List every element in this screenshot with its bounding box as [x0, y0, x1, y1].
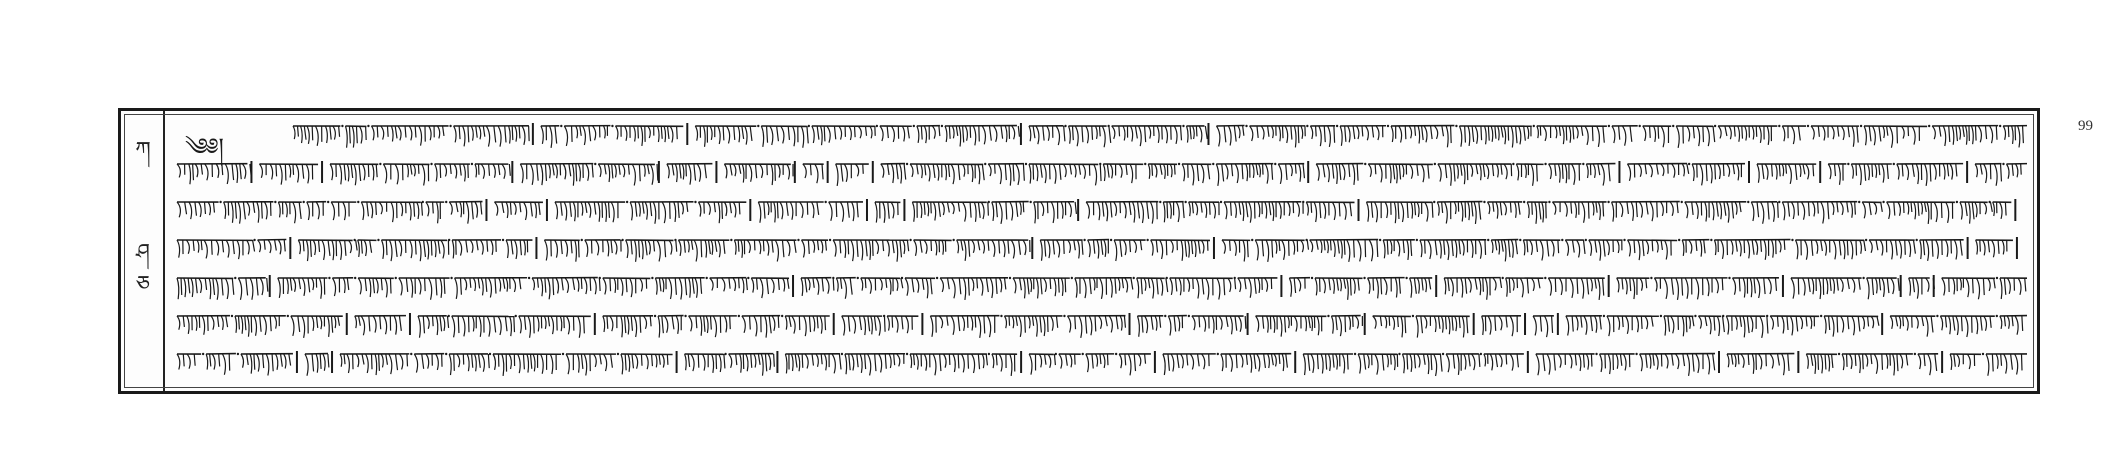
script-strokes	[173, 231, 2027, 264]
invocation-mark: ༄༅།	[185, 133, 224, 161]
script-line	[173, 307, 2027, 340]
script-line	[173, 193, 2027, 226]
page-number: 99	[2078, 118, 2093, 134]
margin-mark-middle: ཤ	[136, 240, 150, 265]
margin-mark-top: ཀ	[135, 138, 151, 163]
margin-mark-bottom: ཅ	[136, 272, 150, 297]
script-line	[173, 269, 2027, 302]
script-strokes	[173, 193, 2027, 226]
folio-frame	[118, 108, 2040, 394]
script-line	[173, 345, 2027, 378]
script-strokes	[173, 269, 2027, 302]
script-line	[173, 231, 2027, 264]
script-strokes	[173, 155, 2027, 188]
left-margin	[121, 111, 165, 391]
script-line	[173, 117, 2027, 150]
script-line	[173, 155, 2027, 188]
text-block	[173, 111, 2027, 391]
script-strokes	[173, 117, 2027, 150]
script-strokes	[173, 307, 2027, 340]
script-strokes	[173, 345, 2027, 378]
